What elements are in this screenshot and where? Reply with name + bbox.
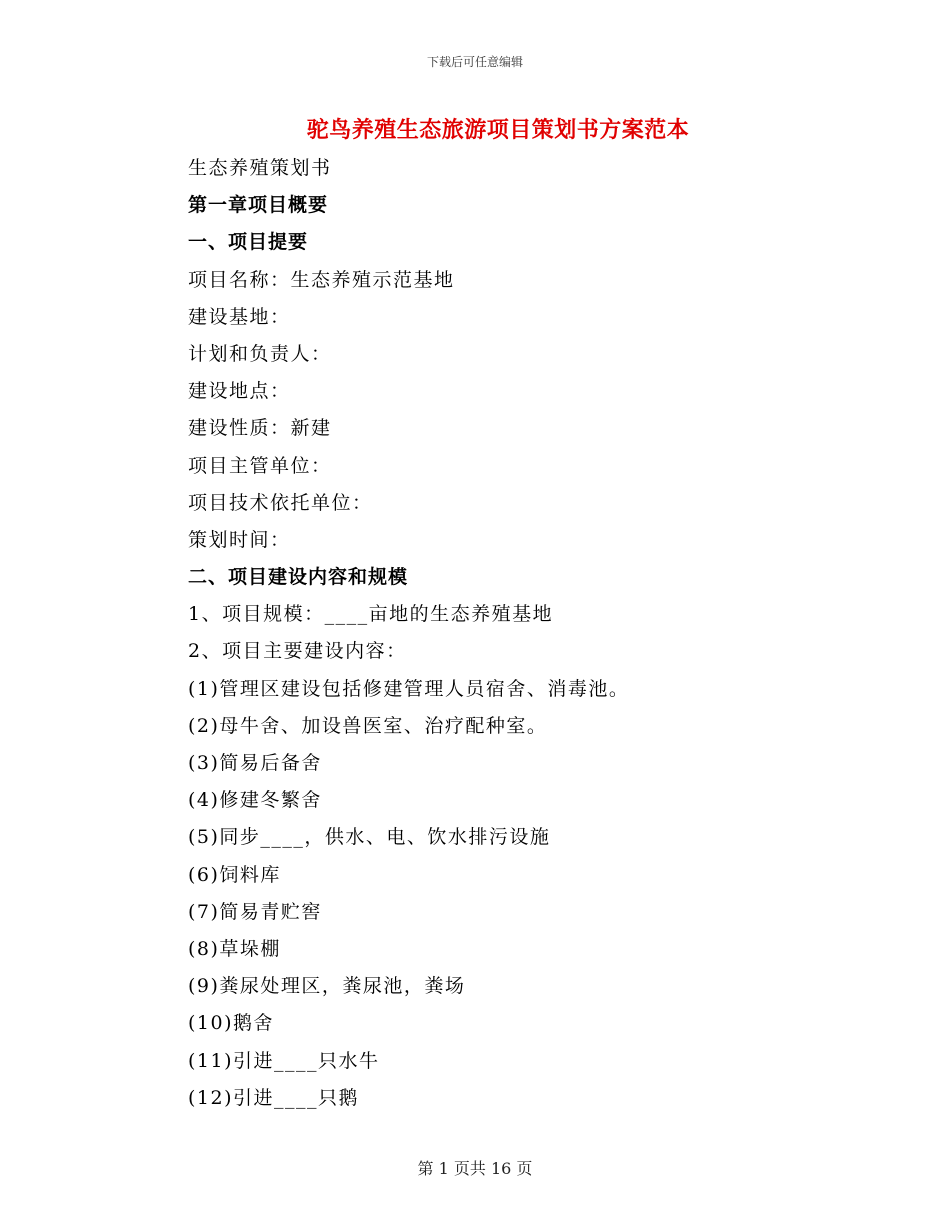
body-line: 计划和负责人： bbox=[188, 342, 332, 365]
section-heading: 第一章项目概要 bbox=[188, 194, 329, 217]
body-line: (5)同步____，供水、电、饮水排污设施 bbox=[188, 826, 551, 849]
body-line: (9)粪尿处理区，粪尿池，粪场 bbox=[188, 975, 466, 998]
body-line: 建设基地： bbox=[188, 305, 291, 328]
section-heading: 二、项目建设内容和规模 bbox=[188, 566, 409, 589]
body-line: (12)引进____只鹅 bbox=[188, 1086, 360, 1109]
body-line: 建设性质：新建 bbox=[188, 417, 332, 440]
section-heading: 一、项目提要 bbox=[188, 231, 309, 254]
body-line: (4)修建冬繁舍 bbox=[188, 789, 322, 812]
body-line: (3)简易后备舍 bbox=[188, 752, 322, 774]
page-number-footer: 第 1 页共 16 页 bbox=[417, 1159, 533, 1178]
body-line: (10)鹅舍 bbox=[188, 1012, 275, 1035]
body-line: 建设地点： bbox=[188, 380, 291, 403]
page-header-note: 下载后可任意编辑 bbox=[426, 55, 523, 69]
body-line: 策划时间： bbox=[188, 528, 291, 551]
body-line: (6)饲料库 bbox=[188, 863, 281, 886]
body-line: (7)简易青贮窖 bbox=[188, 900, 322, 923]
body-line: 生态养殖策划书 bbox=[188, 157, 332, 179]
document-body bbox=[188, 150, 888, 1117]
body-line: (11)引进____只水牛 bbox=[188, 1049, 380, 1072]
body-line: 1、项目规模：____亩地的生态养殖基地 bbox=[188, 603, 554, 626]
body-line: (1)管理区建设包括修建管理人员宿舍、消毒池。 bbox=[188, 677, 630, 700]
body-line: 项目主管单位： bbox=[188, 454, 332, 477]
body-line: 项目名称：生态养殖示范基地 bbox=[188, 268, 455, 291]
body-line: 项目技术依托单位： bbox=[188, 491, 373, 514]
body-line: (8)草垛棚 bbox=[188, 937, 281, 960]
body-line: (2)母牛舍、加设兽医室、治疗配种室。 bbox=[188, 714, 548, 737]
body-line: 2、项目主要建设内容： bbox=[188, 640, 407, 663]
document-title: 驼鸟养殖生态旅游项目策划书方案范本 bbox=[306, 118, 690, 143]
